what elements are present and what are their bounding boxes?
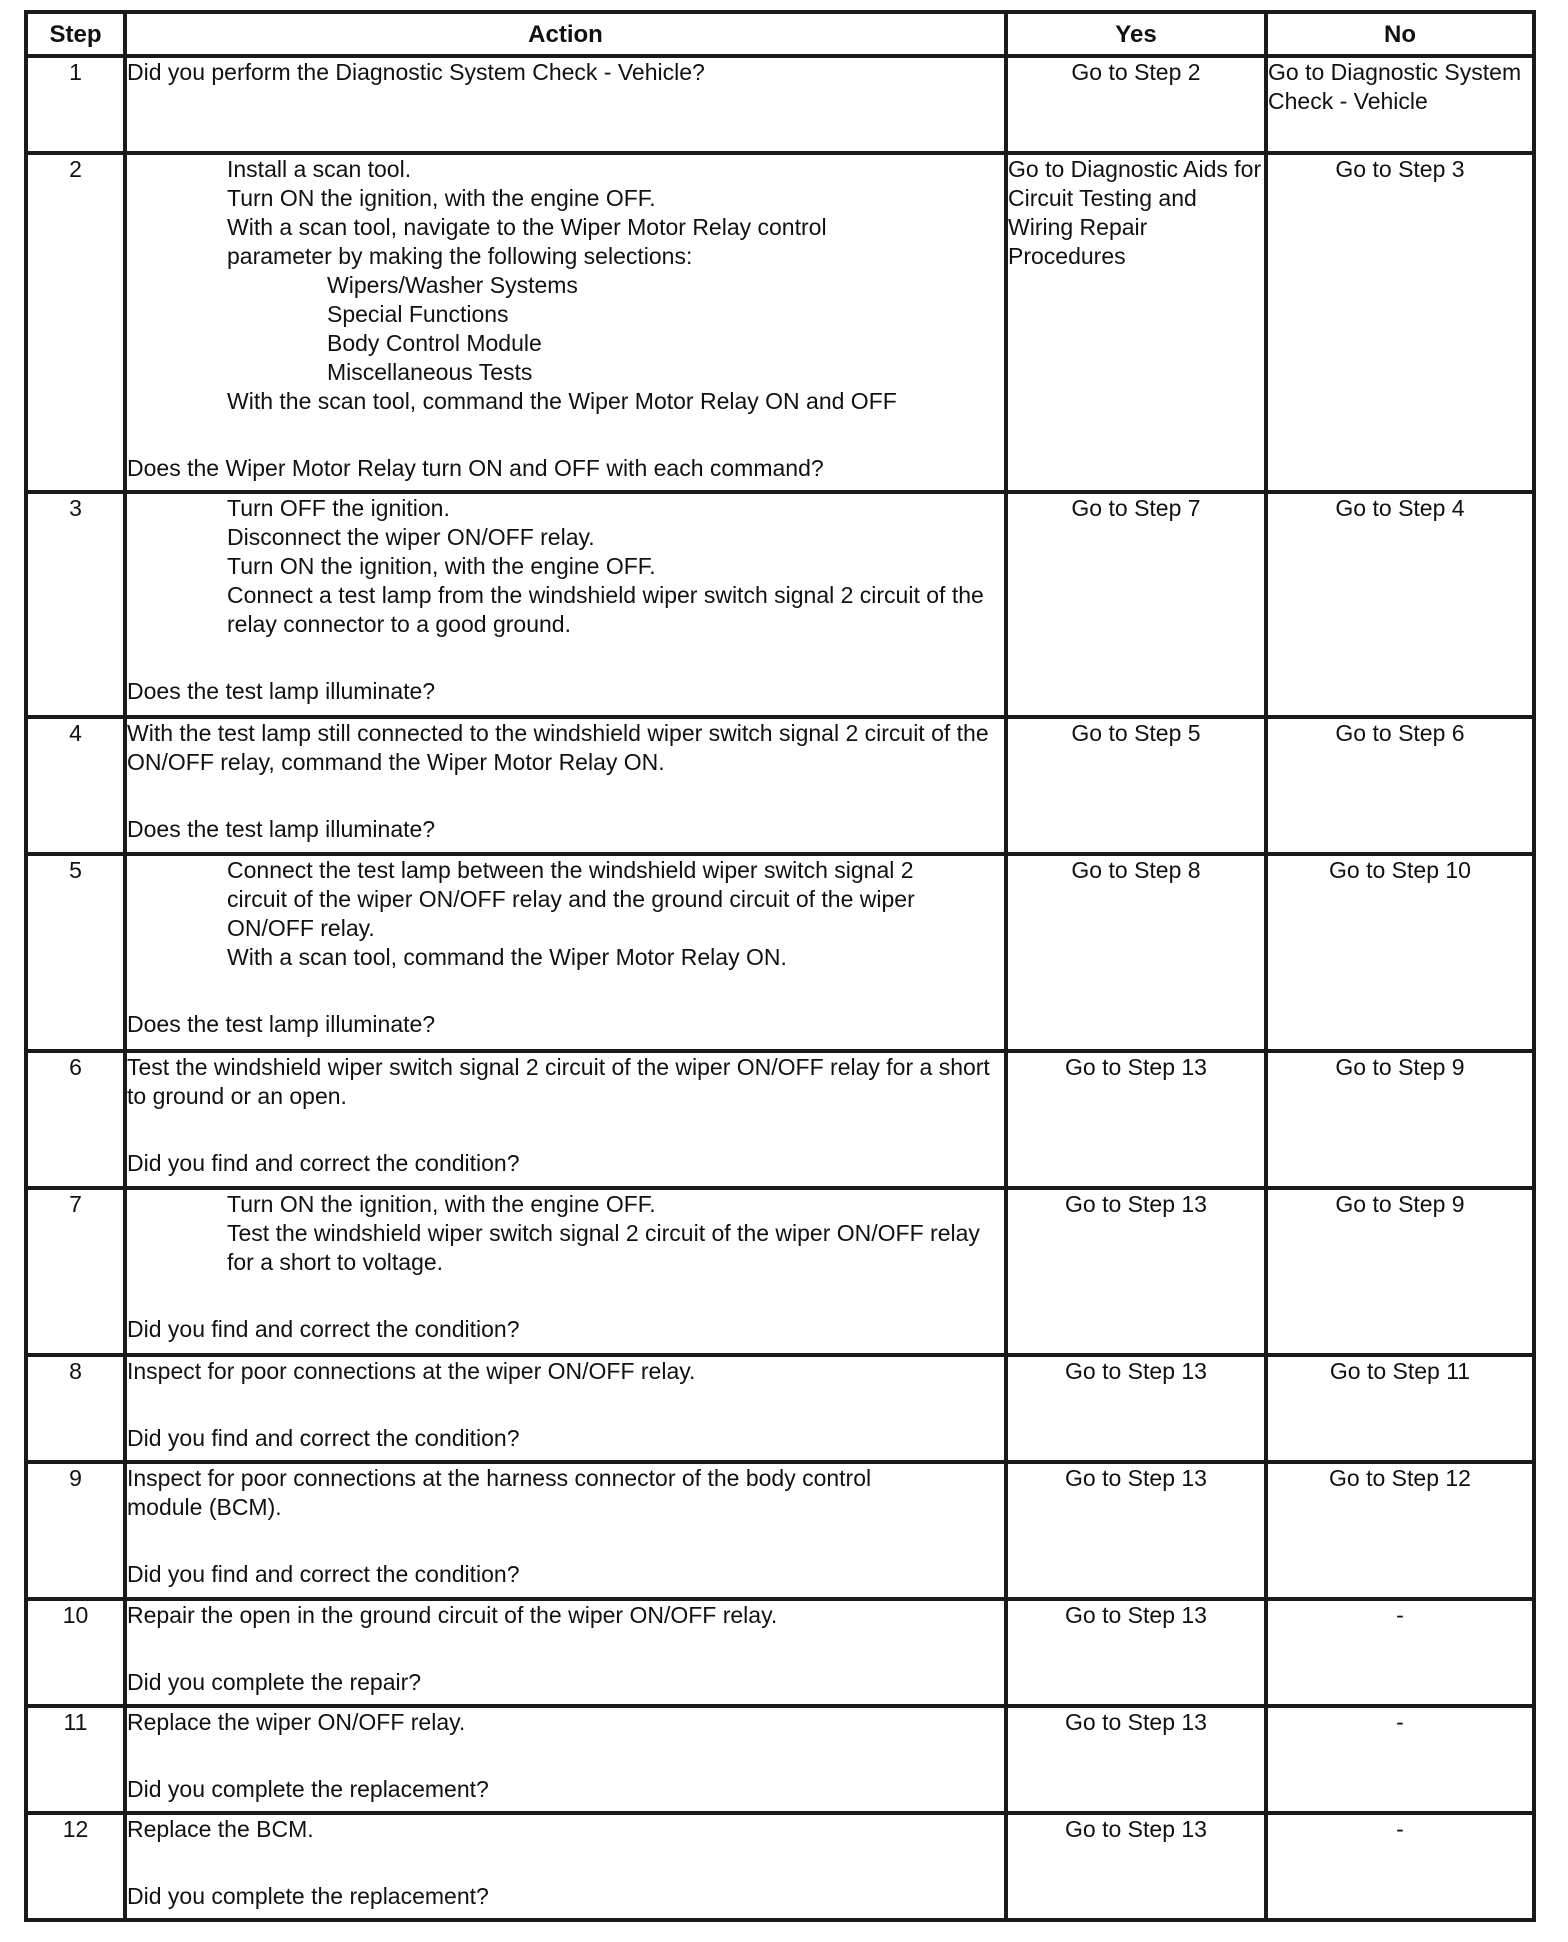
action-question: Did you complete the replacement? <box>127 1883 489 1909</box>
action-line: Inspect for poor connections at the wiper ON/OFF relay. <box>127 1358 696 1384</box>
action-cell <box>125 1706 1006 1813</box>
no-cell: - <box>1266 1813 1534 1920</box>
action-line: Repair the open in the ground circuit of the wiper ON/OFF relay. <box>127 1602 778 1628</box>
action-question: Does the test lamp illuminate? <box>127 1011 436 1037</box>
spacer <box>127 777 1004 815</box>
action-cell <box>125 717 1006 854</box>
spacer <box>127 972 1004 1010</box>
header-row <box>26 12 1534 56</box>
spacer <box>127 1844 1004 1882</box>
action-line: Replace the BCM. <box>127 1816 314 1842</box>
yes-cell: Go to Step 2 <box>1006 56 1266 153</box>
action-question: Does the Wiper Motor Relay turn ON and OFF with each command? <box>127 455 824 481</box>
table-row <box>26 1706 1534 1813</box>
no-cell: Go to Step 9 <box>1266 1188 1534 1355</box>
action-line: Test the windshield wiper switch signal 2 circuit of the wiper ON/OFF relay for a short to ground or an open. <box>127 1054 990 1109</box>
yes-cell: Go to Diagnostic Aids for Circuit Testing and Wiring Repair Procedures <box>1006 153 1266 492</box>
table-row <box>26 1051 1534 1188</box>
table-row <box>26 1813 1534 1920</box>
step-number: 9 <box>26 1462 125 1599</box>
spacer <box>127 639 1004 677</box>
spacer <box>127 1277 1004 1315</box>
action-line: Test the windshield wiper switch signal 2 circuit of the wiper ON/OFF relay for a short to voltage. <box>227 1220 980 1275</box>
table-row <box>26 56 1534 153</box>
action-line: Turn ON the ignition, with the engine OFF. <box>227 553 656 579</box>
spacer <box>127 1737 1004 1775</box>
action-question: Did you find and correct the condition? <box>127 1150 520 1176</box>
action-line: Turn OFF the ignition. <box>227 495 450 521</box>
action-line: With a scan tool, command the Wiper Motor Relay ON. <box>227 944 787 970</box>
no-cell: Go to Step 3 <box>1266 153 1534 492</box>
step-number: 5 <box>26 854 125 1051</box>
diagnostic-table-container <box>24 10 1536 1922</box>
action-question: Does the test lamp illuminate? <box>127 816 436 842</box>
step-number: 12 <box>26 1813 125 1920</box>
action-line: Inspect for poor connections at the harness connector of the body control module (BCM). <box>127 1465 872 1520</box>
action-cell <box>125 56 1006 153</box>
table-row <box>26 854 1534 1051</box>
action-line: Connect the test lamp between the windshield wiper switch signal 2 circuit of the wiper ON/OFF relay and the ground circuit of the wiper ON/OFF relay. <box>227 857 915 941</box>
action-cell <box>125 1599 1006 1706</box>
action-cell <box>125 1462 1006 1599</box>
diagnostic-table <box>24 10 1536 1922</box>
step-number: 7 <box>26 1188 125 1355</box>
action-question: Did you find and correct the condition? <box>127 1561 520 1587</box>
step-number: 11 <box>26 1706 125 1813</box>
spacer <box>127 416 1004 454</box>
action-question: Did you complete the replacement? <box>127 1776 489 1802</box>
action-question: Did you find and correct the condition? <box>127 1425 520 1451</box>
step-number: 1 <box>26 56 125 153</box>
yes-cell: Go to Step 13 <box>1006 1188 1266 1355</box>
yes-cell: Go to Step 5 <box>1006 717 1266 854</box>
action-line: Did you perform the Diagnostic System Check - Vehicle? <box>127 59 705 85</box>
yes-cell: Go to Step 13 <box>1006 1599 1266 1706</box>
header-action: Action <box>125 12 1006 56</box>
table-row <box>26 492 1534 717</box>
no-cell: Go to Step 4 <box>1266 492 1534 717</box>
table-row <box>26 1599 1534 1706</box>
yes-cell: Go to Step 8 <box>1006 854 1266 1051</box>
step-number: 10 <box>26 1599 125 1706</box>
no-cell: Go to Step 6 <box>1266 717 1534 854</box>
no-cell: Go to Step 9 <box>1266 1051 1534 1188</box>
yes-cell: Go to Step 13 <box>1006 1813 1266 1920</box>
action-line: Turn ON the ignition, with the engine OFF. <box>227 1191 656 1217</box>
spacer <box>127 1111 1004 1149</box>
no-cell: - <box>1266 1599 1534 1706</box>
no-cell: - <box>1266 1706 1534 1813</box>
step-number: 2 <box>26 153 125 492</box>
action-cell <box>125 1813 1006 1920</box>
action-subitem: Miscellaneous Tests <box>327 359 533 385</box>
yes-cell: Go to Step 13 <box>1006 1706 1266 1813</box>
action-question: Did you complete the repair? <box>127 1669 422 1695</box>
step-number: 6 <box>26 1051 125 1188</box>
header-yes: Yes <box>1006 12 1266 56</box>
action-line: With the test lamp still connected to the windshield wiper switch signal 2 circuit of the ON/OFF relay, command the Wiper Motor Relay ON. <box>127 720 989 775</box>
table-row <box>26 153 1534 492</box>
spacer <box>127 1630 1004 1668</box>
table-row <box>26 1462 1534 1599</box>
action-cell <box>125 153 1006 492</box>
action-line: Turn ON the ignition, with the engine OFF. <box>227 185 656 211</box>
yes-cell: Go to Step 13 <box>1006 1355 1266 1462</box>
yes-cell: Go to Step 13 <box>1006 1462 1266 1599</box>
action-cell <box>125 854 1006 1051</box>
no-cell: Go to Diagnostic System Check - Vehicle <box>1266 56 1534 153</box>
table-row <box>26 1355 1534 1462</box>
no-cell: Go to Step 12 <box>1266 1462 1534 1599</box>
action-cell <box>125 492 1006 717</box>
table-row <box>26 1188 1534 1355</box>
action-question: Did you find and correct the condition? <box>127 1316 520 1342</box>
step-number: 3 <box>26 492 125 717</box>
action-subitem: Body Control Module <box>327 330 542 356</box>
action-line: Install a scan tool. <box>227 156 412 182</box>
action-cell <box>125 1051 1006 1188</box>
no-cell: Go to Step 10 <box>1266 854 1534 1051</box>
action-line: Connect a test lamp from the windshield wiper switch signal 2 circuit of the relay connector to a good ground. <box>227 582 984 637</box>
header-step: Step <box>26 12 125 56</box>
action-line: Replace the wiper ON/OFF relay. <box>127 1709 466 1735</box>
yes-cell: Go to Step 13 <box>1006 1051 1266 1188</box>
action-subitem: Special Functions <box>327 301 509 327</box>
spacer <box>127 1522 1004 1560</box>
action-cell <box>125 1188 1006 1355</box>
action-subitem: Wipers/Washer Systems <box>327 272 578 298</box>
action-line: Disconnect the wiper ON/OFF relay. <box>227 524 595 550</box>
yes-cell: Go to Step 7 <box>1006 492 1266 717</box>
action-line: With a scan tool, navigate to the Wiper Motor Relay control parameter by making the following selections: <box>227 214 827 269</box>
step-number: 4 <box>26 717 125 854</box>
no-cell: Go to Step 11 <box>1266 1355 1534 1462</box>
spacer <box>127 1386 1004 1424</box>
action-cell <box>125 1355 1006 1462</box>
table-row <box>26 717 1534 854</box>
action-question: Does the test lamp illuminate? <box>127 678 436 704</box>
step-number: 8 <box>26 1355 125 1462</box>
action-line: With the scan tool, command the Wiper Motor Relay ON and OFF <box>227 388 897 414</box>
header-no: No <box>1266 12 1534 56</box>
